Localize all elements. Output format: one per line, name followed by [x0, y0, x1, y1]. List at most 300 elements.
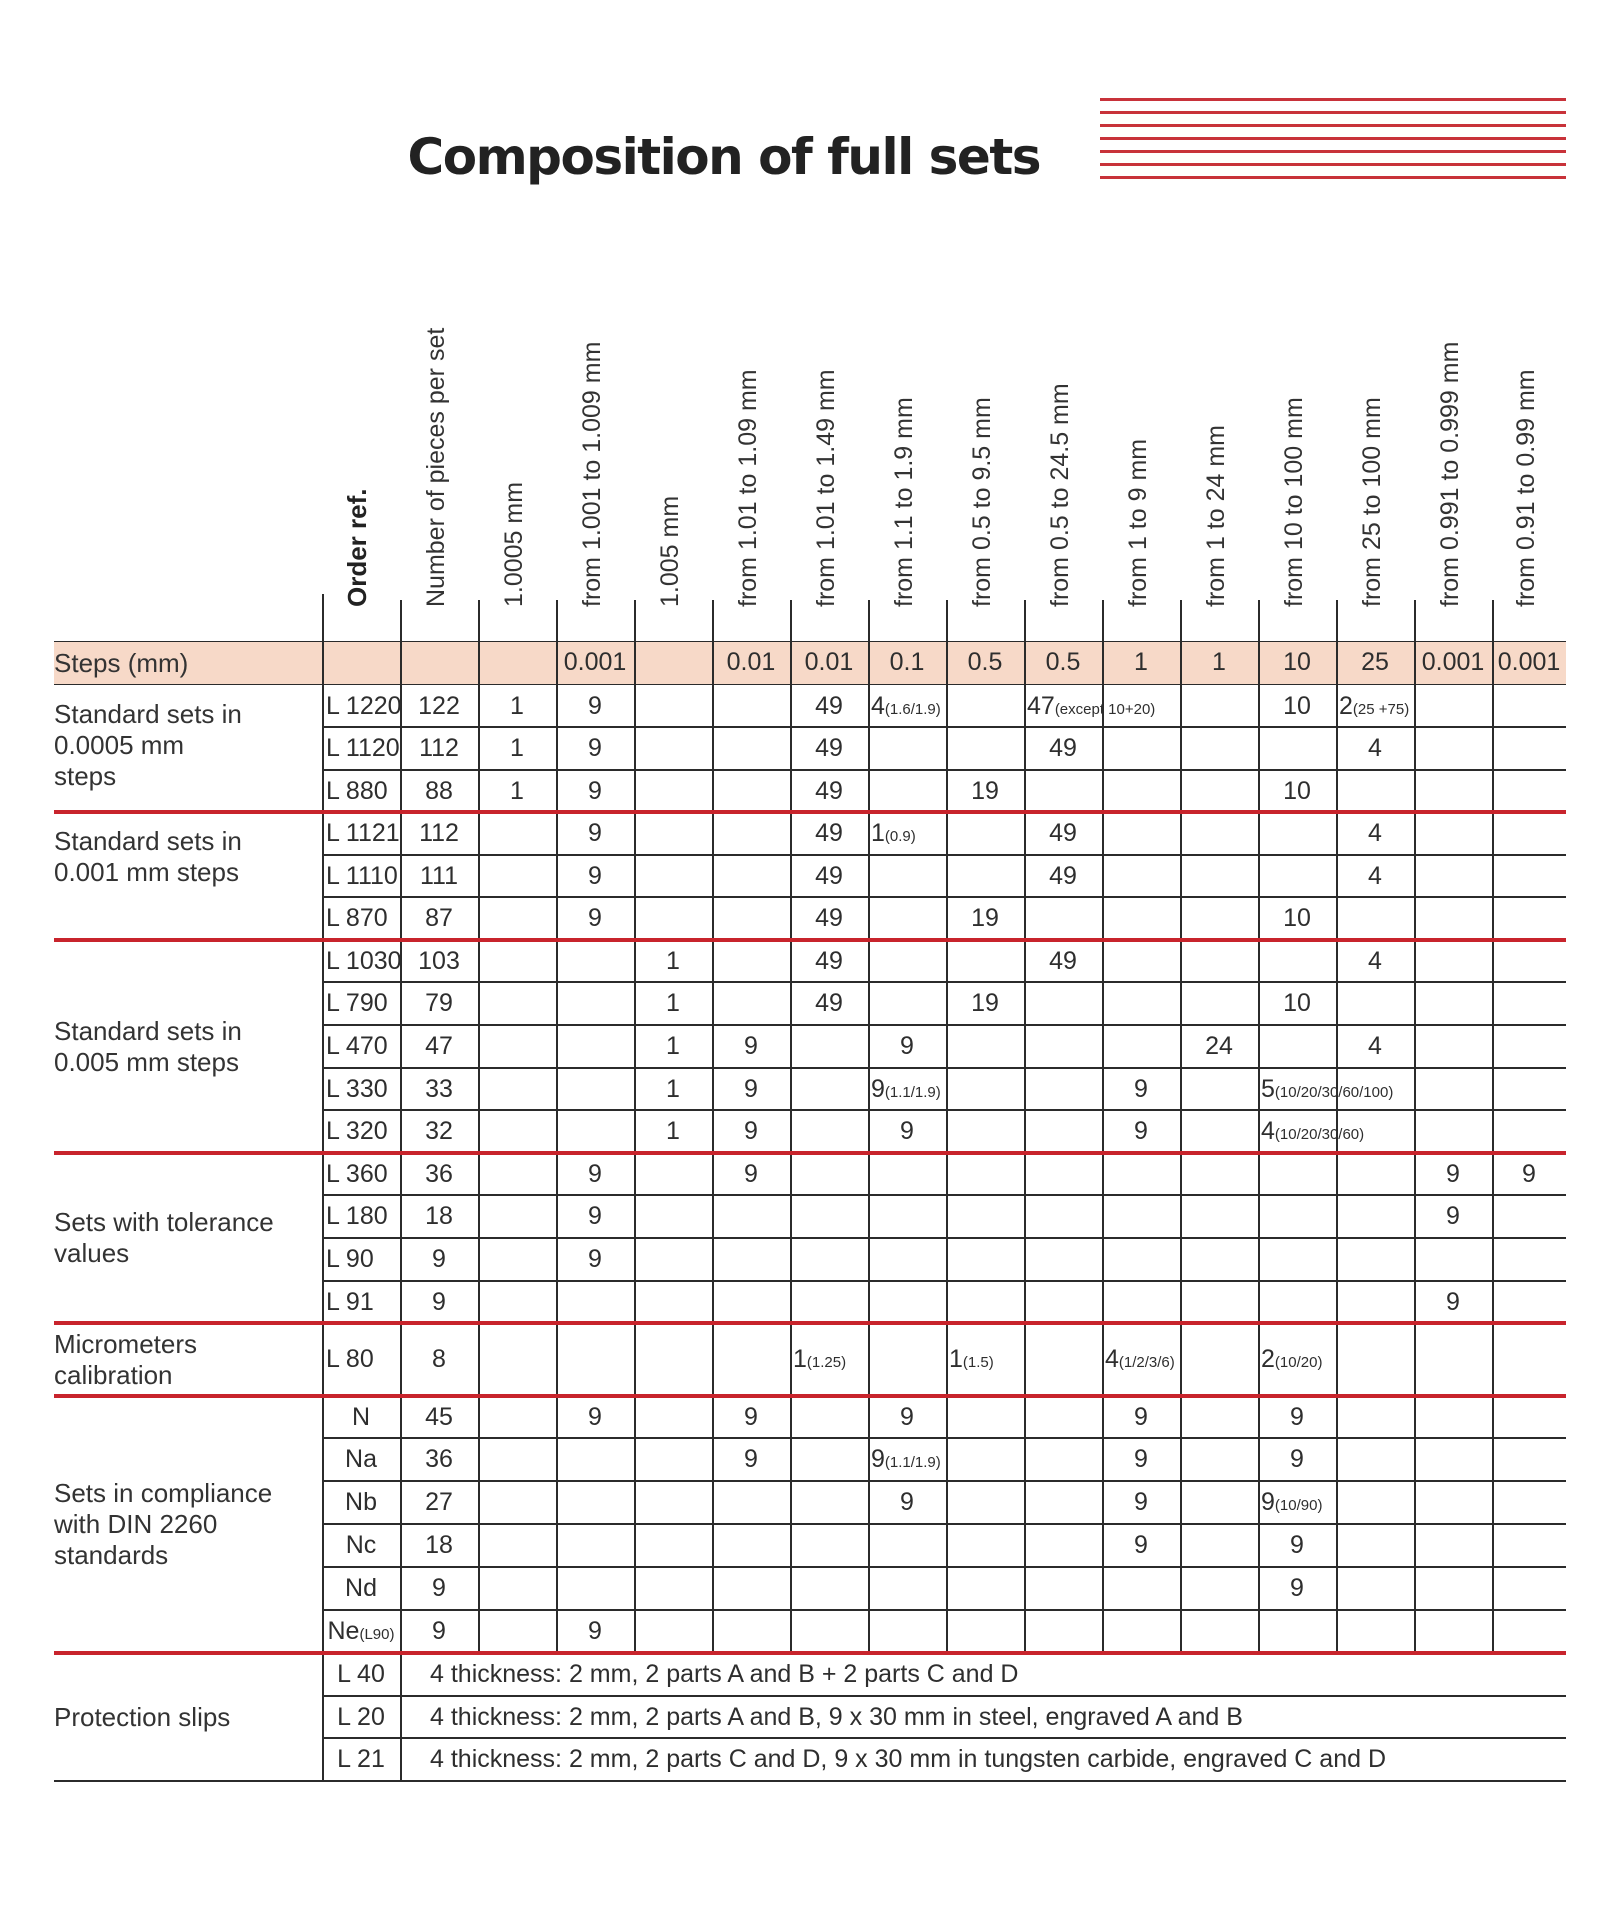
cell-value: 10: [1283, 904, 1311, 932]
cell-value: 4: [871, 692, 885, 720]
table-cell: [868, 685, 941, 727]
order-ref-text: L 870: [326, 904, 388, 932]
cell-value: 4: [1368, 862, 1382, 890]
order-ref: L 21: [337, 1745, 385, 1773]
order-ref-text: L 91: [326, 1288, 374, 1316]
cell-value: 4: [1261, 1117, 1275, 1145]
order-ref-text: Nb: [345, 1488, 377, 1516]
table-cell: [556, 855, 634, 897]
cell-value: 9: [1522, 1160, 1536, 1188]
cell-value: 9: [900, 1117, 914, 1145]
table-cell: [790, 770, 868, 812]
table-cell: [712, 1068, 790, 1110]
cell-note: (25 +75): [1352, 701, 1410, 718]
order-ref: [322, 1110, 400, 1153]
cell-value: 1: [510, 777, 524, 805]
row-divider: [322, 981, 1566, 983]
cell-value: 4: [1105, 1345, 1119, 1373]
column-header: from 0.991 to 0.999 mm: [1436, 341, 1464, 607]
table-cell: [1102, 1068, 1180, 1110]
group-label: Micrometers calibration: [54, 1328, 198, 1390]
row-divider: [322, 1566, 1566, 1568]
group-label: Sets in compliance with DIN 2260 standards: [54, 1478, 273, 1570]
pieces-count: 47: [425, 1032, 453, 1060]
cell-value: 1: [949, 1345, 963, 1373]
cell-value: 19: [971, 777, 999, 805]
table-cell: [1414, 1153, 1492, 1195]
cell-value: 9: [1290, 1403, 1304, 1431]
table-cell: [790, 812, 868, 855]
table-cell: [868, 1396, 946, 1438]
cell-value: 9: [588, 692, 602, 720]
cell-value: 9: [1290, 1531, 1304, 1559]
order-ref: [322, 1025, 400, 1068]
cell-value: 1: [666, 947, 680, 975]
table-cell: [1336, 727, 1414, 770]
cell-value: 49: [815, 777, 843, 805]
table-cell: [1024, 812, 1102, 855]
table-cell: [1024, 685, 1155, 727]
column-header: from 1 to 9 mm: [1124, 438, 1152, 607]
cell-value: 24: [1205, 1032, 1233, 1060]
group-label: Standard sets in 0.005 mm steps: [54, 1015, 242, 1077]
order-ref-text: L 880: [326, 777, 388, 805]
row-divider: [322, 1437, 1566, 1439]
order-ref: [322, 1153, 400, 1195]
table-cell: [868, 812, 916, 855]
cell-value: 9: [1134, 1117, 1148, 1145]
order-ref: [322, 1481, 400, 1524]
order-ref: L 20: [337, 1703, 385, 1731]
column-header: from 10 to 100 mm: [1280, 397, 1308, 607]
order-ref-text: L 330: [326, 1075, 388, 1103]
cell-value: 10: [1283, 692, 1311, 720]
cell-note: (1.25): [806, 1354, 847, 1371]
table-cell: [946, 897, 1024, 940]
table-cell: [556, 1195, 634, 1238]
page-title: Composition of full sets: [407, 128, 1040, 186]
cell-value: 1: [666, 1117, 680, 1145]
table-cell: [946, 770, 1024, 812]
table-cell: [868, 1481, 946, 1524]
table-cell: [790, 855, 868, 897]
column-header: from 1.1 to 1.9 mm: [890, 397, 918, 607]
cell-value: 1: [666, 989, 680, 1017]
cell-value: 10: [1283, 989, 1311, 1017]
order-ref: [322, 1567, 400, 1610]
pieces-count: 33: [425, 1075, 453, 1103]
table-cell: [1102, 1110, 1180, 1153]
table-cell: [946, 982, 1024, 1025]
table-cell: [790, 1323, 846, 1396]
table-cell: [556, 770, 634, 812]
cell-value: 9: [588, 1202, 602, 1230]
cell-value: 1: [666, 1032, 680, 1060]
pieces-count: 111: [419, 862, 458, 890]
order-ref: [322, 727, 400, 770]
column-header: from 1.001 to 1.009 mm: [578, 341, 606, 607]
cell-value: 9: [744, 1160, 758, 1188]
order-ref-text: L 790: [326, 989, 388, 1017]
cell-value: 9: [1446, 1288, 1460, 1316]
cell-value: 49: [1049, 734, 1077, 762]
column-divider: [946, 600, 948, 1653]
cell-value: 49: [815, 734, 843, 762]
table-cell: [556, 812, 634, 855]
cell-value: 49: [815, 692, 843, 720]
steps-value: 0.01: [726, 648, 776, 676]
cell-value: 9: [1290, 1574, 1304, 1602]
cell-value: 9: [871, 1075, 885, 1103]
order-ref-text: L 470: [326, 1032, 388, 1060]
order-ref: [322, 1438, 400, 1481]
pieces-count: 9: [432, 1617, 446, 1645]
table-cell: [478, 685, 556, 727]
cell-value: 49: [1049, 862, 1077, 890]
table-cell: [712, 1153, 790, 1195]
table-cell: [868, 1025, 946, 1068]
column-divider: [1180, 600, 1182, 1653]
table-cell: [712, 1025, 790, 1068]
pieces-count: 45: [425, 1403, 453, 1431]
table-cell: [634, 940, 712, 982]
cell-value: 9: [1134, 1445, 1148, 1473]
row-divider: [322, 896, 1566, 898]
table-cell: [634, 1110, 712, 1153]
cell-value: 49: [815, 862, 843, 890]
cell-value: 9: [1446, 1202, 1460, 1230]
cell-note: (10/20): [1274, 1354, 1323, 1371]
cell-value: 9: [1261, 1488, 1275, 1516]
pieces-count: 9: [432, 1574, 446, 1602]
order-ref: [322, 855, 400, 897]
table-cell: [1258, 1068, 1393, 1110]
order-ref-text: L 90: [326, 1245, 374, 1273]
table-cell: [1258, 770, 1336, 812]
pieces-count: 9: [432, 1245, 446, 1273]
slip-description: 4 thickness: 2 mm, 2 parts A and B, 9 x 30 mm in steel, engraved A and B: [430, 1703, 1243, 1731]
cell-value: 9: [900, 1403, 914, 1431]
column-header: from 0.91 to 0.99 mm: [1512, 369, 1540, 607]
table-cell: [1336, 685, 1409, 727]
cell-value: 9: [588, 1160, 602, 1188]
row-divider: [322, 1237, 1566, 1239]
cell-note: (1.6/1.9): [884, 701, 941, 718]
order-ref-note: (L90): [359, 1626, 395, 1643]
order-ref: [322, 685, 400, 727]
cell-value: 9: [1134, 1075, 1148, 1103]
cell-value: 9: [588, 1403, 602, 1431]
cell-value: 9: [1134, 1488, 1148, 1516]
table-cell: [1024, 855, 1102, 897]
pieces-count: 36: [425, 1160, 453, 1188]
pieces-count: 103: [418, 947, 460, 975]
pieces-count: 87: [425, 904, 453, 932]
order-ref: [322, 1396, 400, 1438]
cell-value: 19: [971, 989, 999, 1017]
table-cell: [634, 1025, 712, 1068]
cell-value: 10: [1283, 777, 1311, 805]
cell-value: 9: [588, 1617, 602, 1645]
steps-value: 0.01: [804, 648, 854, 676]
steps-value: 0.001: [1421, 648, 1485, 676]
cell-value: 49: [815, 947, 843, 975]
table-cell: [1258, 1438, 1336, 1481]
table-cell: [556, 1396, 634, 1438]
table-cell: [790, 897, 868, 940]
column-divider: [1414, 600, 1416, 1653]
cell-value: 19: [971, 904, 999, 932]
cell-value: 47: [1027, 692, 1055, 720]
cell-value: 9: [744, 1403, 758, 1431]
group-label: Standard sets in 0.001 mm steps: [54, 826, 242, 887]
order-ref-text: L 1030: [326, 947, 402, 975]
cell-value: 9: [588, 819, 602, 847]
cell-value: 9: [588, 777, 602, 805]
column-header: Order ref.: [342, 488, 372, 607]
column-divider: [1492, 600, 1494, 1653]
table-cell: [1414, 1281, 1492, 1323]
cell-value: 49: [815, 819, 843, 847]
order-ref: [322, 1524, 400, 1567]
order-ref-text: L 320: [326, 1117, 388, 1145]
table-cell: [556, 1610, 634, 1653]
cell-value: 49: [1049, 819, 1077, 847]
cell-value: 4: [1368, 1032, 1382, 1060]
cell-value: 4: [1368, 819, 1382, 847]
order-ref-text: L 360: [326, 1160, 388, 1188]
order-ref-text: L 1110: [326, 862, 398, 890]
table-cell: [1180, 1025, 1258, 1068]
table-cell: [790, 940, 868, 982]
order-ref-text: L 1120: [326, 734, 400, 762]
order-ref: [322, 1323, 400, 1396]
table-cell: [634, 982, 712, 1025]
cell-value: 2: [1261, 1345, 1275, 1373]
table-cell: [790, 727, 868, 770]
pieces-count: 88: [425, 777, 453, 805]
table-cell: [1258, 1110, 1364, 1153]
cell-value: 4: [1368, 947, 1382, 975]
cell-note: (10/20/30/60/100): [1274, 1084, 1394, 1101]
cell-value: 9: [744, 1075, 758, 1103]
table-cell: [1102, 1396, 1180, 1438]
table-cell: [1258, 897, 1336, 940]
composition-table: [54, 0, 1566, 1919]
cell-value: 9: [1134, 1403, 1148, 1431]
cell-value: 1: [793, 1345, 807, 1373]
order-ref: [322, 982, 400, 1025]
column-header: Number of pieces per set: [422, 327, 450, 607]
cell-note: (0.9): [884, 828, 916, 845]
table-cell: [1258, 1481, 1322, 1524]
cell-note: (1/2/3/6): [1118, 1354, 1175, 1371]
steps-value: 0.001: [1497, 648, 1561, 676]
steps-value: 1: [1212, 648, 1226, 676]
row-divider: [322, 1609, 1566, 1611]
table-cell: [1492, 1153, 1566, 1195]
cell-value: 1: [666, 1075, 680, 1103]
group-label: Protection slips: [54, 1701, 231, 1732]
cell-value: 49: [1049, 947, 1077, 975]
order-ref-text: L 1220: [326, 692, 402, 720]
steps-value: [478, 641, 556, 683]
steps-value: [634, 641, 712, 683]
order-ref: [322, 940, 400, 982]
group-label: Standard sets in 0.0005 mm steps: [54, 699, 242, 791]
order-ref-text: L 180: [326, 1202, 388, 1230]
cell-value: 9: [900, 1032, 914, 1060]
order-ref: [322, 770, 400, 812]
cell-value: 9: [1290, 1445, 1304, 1473]
pieces-count: 8: [432, 1345, 446, 1373]
table-cell: [556, 897, 634, 940]
table-cell: [1102, 1438, 1180, 1481]
column-header: from 1.01 to 1.49 mm: [812, 369, 840, 607]
cell-value: 9: [1446, 1160, 1460, 1188]
table-cell: [868, 1068, 941, 1110]
column-header: from 0.5 to 24.5 mm: [1046, 383, 1074, 607]
pieces-count: 79: [425, 989, 453, 1017]
table-cell: [712, 1396, 790, 1438]
cell-value: 9: [588, 904, 602, 932]
table-cell: [1258, 1323, 1322, 1396]
steps-value: 0.1: [889, 648, 925, 676]
cell-value: 1: [510, 734, 524, 762]
table-cell: [1102, 1481, 1180, 1524]
cell-value: 4: [1368, 734, 1382, 762]
steps-value: 0.001: [563, 648, 627, 676]
table-cell: [556, 727, 634, 770]
table-cell: [1102, 1323, 1175, 1396]
row-divider: [322, 1523, 1566, 1525]
column-header: 1.005 mm: [656, 495, 684, 607]
order-ref: [322, 1610, 400, 1653]
table-cell: [478, 770, 556, 812]
pieces-count: 9: [432, 1288, 446, 1316]
cell-value: 9: [744, 1117, 758, 1145]
cell-value: 9: [871, 1445, 885, 1473]
table-cell: [1414, 1195, 1492, 1238]
cell-value: 9: [744, 1445, 758, 1473]
cell-note: (10/20/30/60): [1274, 1126, 1365, 1143]
order-ref-text: Nc: [345, 1531, 377, 1559]
table-bottom-border: [54, 1780, 1566, 1782]
cell-value: 9: [1134, 1531, 1148, 1559]
cell-value: 9: [900, 1488, 914, 1516]
table-cell: [1258, 982, 1336, 1025]
column-header: 1.0005 mm: [500, 481, 528, 607]
pieces-count: 32: [425, 1117, 453, 1145]
table-cell: [1336, 855, 1414, 897]
table-cell: [1336, 812, 1414, 855]
cell-note: (1.1/1.9): [884, 1454, 941, 1471]
row-divider: [322, 1194, 1566, 1196]
cell-value: 9: [588, 862, 602, 890]
order-ref: [322, 1238, 400, 1281]
group-divider: [54, 938, 1566, 942]
slip-description: 4 thickness: 2 mm, 2 parts A and B + 2 parts C and D: [430, 1660, 1019, 1688]
table-cell: [556, 685, 634, 727]
order-ref-text: L 80: [326, 1345, 374, 1373]
row-divider: [322, 1280, 1566, 1282]
table-cell: [868, 1438, 941, 1481]
order-ref-text: Nd: [345, 1574, 377, 1602]
pieces-count: 27: [425, 1488, 453, 1516]
table-cell: [790, 982, 868, 1025]
order-ref: [322, 1068, 400, 1110]
order-ref: [322, 1195, 400, 1238]
order-ref-text: L 1121: [326, 819, 400, 847]
steps-value: 10: [1283, 648, 1311, 676]
cell-value: 9: [588, 1245, 602, 1273]
cell-value: 1: [510, 692, 524, 720]
steps-value: 1: [1134, 648, 1148, 676]
table-cell: [1258, 1524, 1336, 1567]
cell-note: (1.5): [962, 1354, 994, 1371]
cell-value: 2: [1339, 692, 1353, 720]
pieces-count: 112: [419, 819, 459, 847]
steps-value: 25: [1361, 648, 1389, 676]
cell-note: (except 10+20): [1054, 701, 1156, 718]
pieces-count: 18: [425, 1531, 453, 1559]
table-cell: [556, 1238, 634, 1281]
order-ref: [322, 812, 400, 855]
table-cell: [1102, 1524, 1180, 1567]
table-cell: [556, 1153, 634, 1195]
order-ref-text: N: [351, 1403, 371, 1431]
slip-description: 4 thickness: 2 mm, 2 parts C and D, 9 x 30 mm in tungsten carbide, engraved C and D: [430, 1745, 1387, 1773]
group-divider: [54, 810, 1566, 814]
order-ref: L 40: [337, 1660, 385, 1688]
table-cell: [790, 685, 868, 727]
column-header: from 1.01 to 1.09 mm: [734, 369, 762, 607]
table-cell: [1258, 1567, 1336, 1610]
pieces-count: 18: [425, 1202, 453, 1230]
steps-value: 0.5: [1045, 648, 1081, 676]
cell-note: (1.1/1.9): [884, 1084, 941, 1101]
column-header: from 1 to 24 mm: [1202, 425, 1230, 607]
pieces-count: 122: [418, 692, 460, 720]
table-cell: [1024, 727, 1102, 770]
table-cell: [1258, 685, 1336, 727]
order-ref: [322, 1281, 400, 1323]
table-cell: [946, 1323, 994, 1396]
table-cell: [1336, 1025, 1414, 1068]
column-header: from 0.5 to 9.5 mm: [968, 397, 996, 607]
cell-value: 49: [815, 989, 843, 1017]
pieces-count: 36: [425, 1445, 453, 1473]
table-cell: [712, 1438, 790, 1481]
cell-value: 9: [744, 1032, 758, 1060]
table-cell: [1336, 940, 1414, 982]
table-cell: [868, 1110, 946, 1153]
steps-value: 0.5: [967, 648, 1003, 676]
table-cell: [712, 1110, 790, 1153]
group-label: Sets with tolerance values: [54, 1207, 274, 1268]
cell-value: 1: [871, 819, 885, 847]
steps-label: Steps (mm): [54, 648, 189, 678]
order-ref-text: Ne: [327, 1617, 360, 1645]
cell-value: 9: [588, 734, 602, 762]
cell-note: (10/90): [1274, 1497, 1323, 1514]
pieces-count: 112: [419, 734, 459, 762]
order-ref: [322, 897, 400, 940]
column-header: from 25 to 100 mm: [1358, 397, 1386, 607]
table-cell: [1024, 940, 1102, 982]
order-ref-text: Na: [345, 1445, 377, 1473]
table-cell: [634, 1068, 712, 1110]
